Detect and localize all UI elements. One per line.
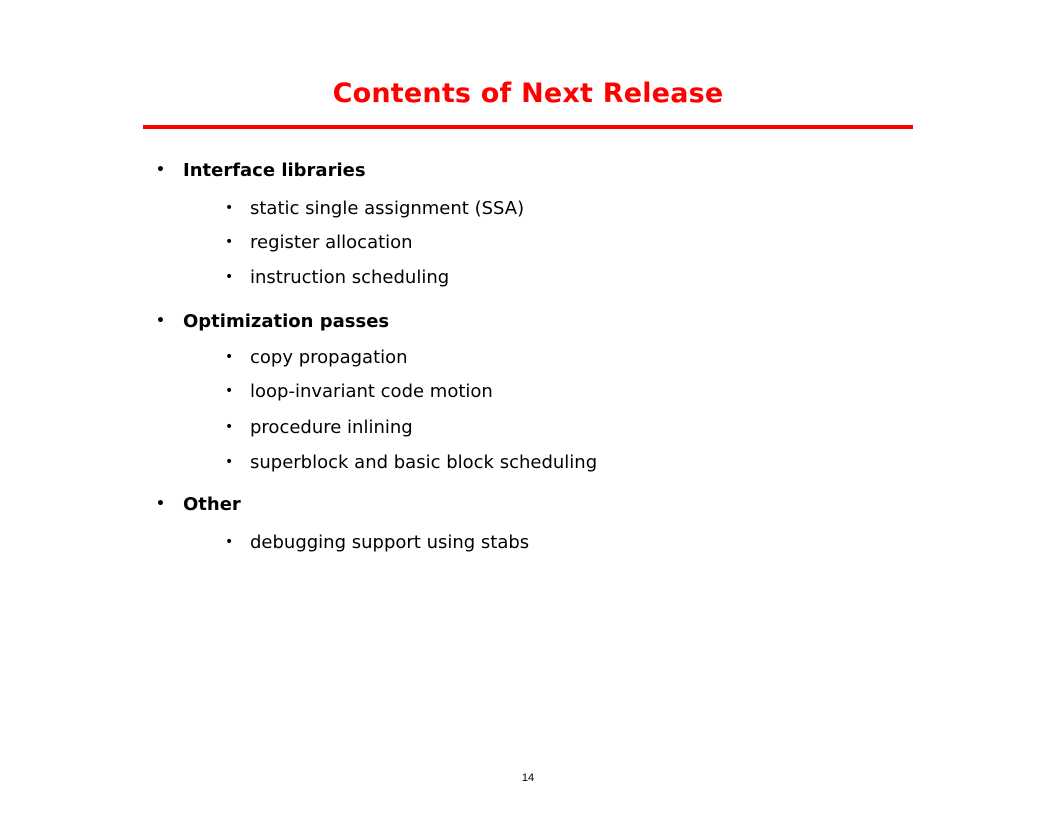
section-heading-interface-libraries — [156, 160, 366, 181]
bullet-icon: • — [225, 419, 234, 435]
bullet-icon: • — [225, 269, 234, 285]
bullet-icon: • — [225, 200, 234, 216]
section-heading-label: Interface libraries — [183, 160, 366, 181]
bullet-icon: • — [156, 496, 165, 512]
section-heading-label: Other — [183, 494, 241, 515]
list-item-label: static single assignment (SSA) — [250, 198, 525, 219]
list-item-label: copy propagation — [250, 347, 408, 368]
list-item — [225, 381, 493, 402]
section-heading-label: Optimization passes — [183, 311, 390, 332]
section-heading-optimization-passes — [156, 311, 389, 332]
bullet-icon: • — [225, 234, 234, 250]
bullet-icon: • — [156, 162, 165, 178]
list-item-label: superblock and basic block scheduling — [250, 452, 598, 473]
list-item — [225, 198, 524, 219]
bullet-icon: • — [156, 313, 165, 329]
bullet-icon: • — [225, 534, 234, 550]
list-item — [225, 347, 408, 368]
bullet-icon: • — [225, 454, 234, 470]
list-item — [225, 232, 413, 253]
list-item — [225, 452, 597, 473]
list-item-label: register allocation — [250, 232, 413, 253]
section-heading-other — [156, 494, 241, 515]
page-number: 14 — [521, 772, 535, 784]
bullet-icon: • — [225, 349, 234, 365]
list-item — [225, 417, 413, 438]
list-item-label: instruction scheduling — [250, 267, 450, 288]
list-item — [225, 267, 449, 288]
slide-title: Contents of Next Release — [332, 78, 724, 109]
list-item-label: loop-invariant code motion — [250, 381, 493, 402]
list-item-label: procedure inlining — [250, 417, 413, 438]
bullet-icon: • — [225, 383, 234, 399]
list-item-label: debugging support using stabs — [250, 532, 530, 553]
list-item — [225, 532, 529, 553]
